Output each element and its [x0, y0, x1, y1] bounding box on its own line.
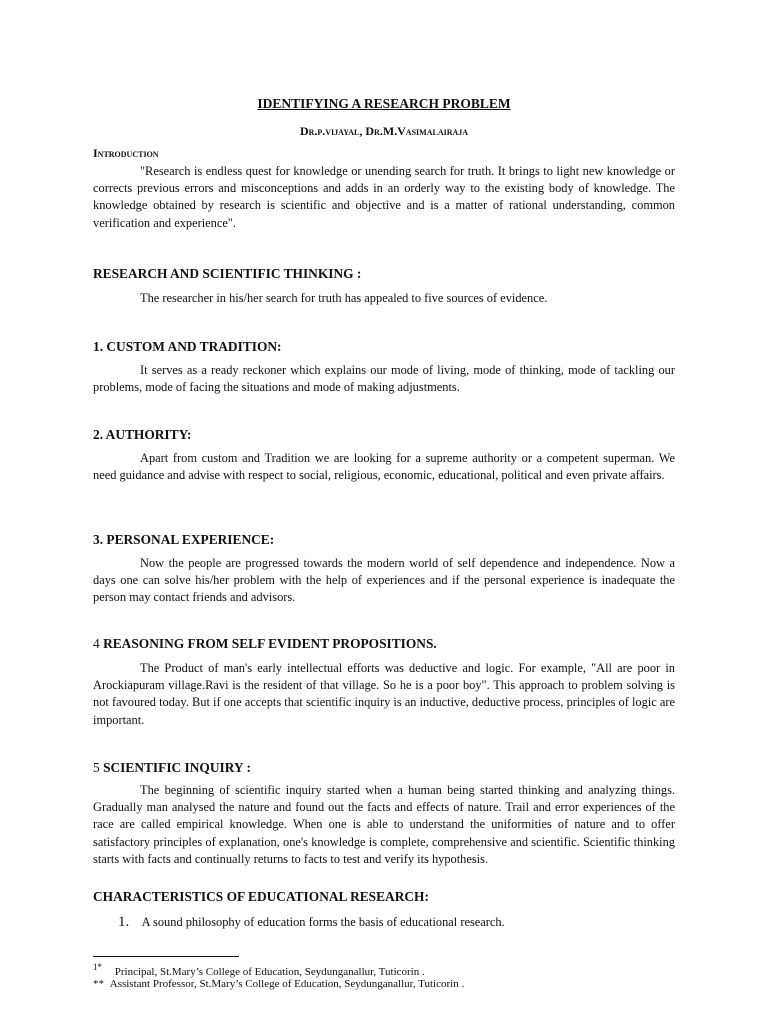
custom-tradition-heading: 1. CUSTOM AND TRADITION:: [93, 339, 282, 354]
reasoning-heading: [93, 636, 437, 652]
list-item-text: A sound philosophy of education forms the basis of educational research.: [141, 915, 505, 929]
authority-heading: 2. AUTHORITY:: [93, 427, 192, 442]
reasoning-heading-text: REASONING FROM SELF EVIDENT PROPOSITIONS.: [103, 636, 437, 651]
document-authors: Dr.p.vijayal, Dr.M.Vasimalairaja: [299, 124, 469, 138]
custom-tradition-paragraph: It serves as a ready reckoner which explains our mode of living, mode of thinking, mode of tackling our problems, mode of facing the situations and mode of making adjustments.: [93, 363, 675, 395]
scientific-inquiry-heading-number: 5: [93, 760, 100, 775]
scientific-inquiry-heading-text: SCIENTIFIC INQUIRY :: [103, 760, 251, 775]
reasoning-paragraph: The Product of man's early intellectual efforts was deductive and logic. For example, "All are poor in Arockiapuram village.Ravi is the resident of that village. So he is a poor boy". This approach to problem solving is not favoured today. But if one accepts that scientific inquiry is an inductive, deductive process, principles of logic are important.: [93, 661, 675, 727]
characteristics-heading: CHARACTERISTICS OF EDUCATIONAL RESEARCH:: [93, 889, 429, 904]
list-item: [118, 914, 505, 931]
list-item-number: 1.: [118, 914, 130, 930]
personal-experience-heading: 3. PERSONAL EXPERIENCE:: [93, 532, 275, 547]
personal-experience-paragraph: Now the people are progressed towards the modern world of self dependence and independence. Now a days one can solve his/her problem with the help of experiences and if the personal experience is inadequate the person may contact friends and advisors.: [93, 556, 675, 605]
footnote-principal: [93, 962, 425, 978]
research-thinking-paragraph: The researcher in his/her search for truth has appealed to five sources of evidence.: [140, 291, 548, 305]
document-title: IDENTIFYING A RESEARCH PROBLEM: [257, 96, 511, 111]
footnote-divider: [93, 956, 239, 957]
footnote-marker: 1*: [93, 962, 102, 972]
footnote-marker: **: [93, 978, 104, 990]
footnote-assistant-professor: [93, 978, 464, 990]
footnote-text: Assistant Professor, St.Mary’s College of Education, Seydunganallur, Tuticorin .: [109, 978, 465, 990]
introduction-paragraph: "Research is endless quest for knowledge or unending search for truth. It brings to light new knowledge or corrects previous errors and misconceptions and adds in an orderly way to the existing body of knowledge. The knowledge obtained by research is scientific and objective and is a matter of rational understanding, common verification and experience".: [93, 164, 675, 230]
scientific-inquiry-paragraph: The beginning of scientific inquiry started when a human being started thinking and analyzing things. Gradually man analysed the nature and found out the facts and effects of nature. Trail and error experiences of the race are called empirical knowledge. When one is able to understand the uniformities of nature and to offer satisfactory principles of explanation, one's knowledge is complete, comprehensive and scientific. Scientific thinking starts with facts and continually returns to facts to test and verify its hypothesis.: [93, 783, 675, 866]
scientific-inquiry-heading: [93, 760, 251, 776]
research-thinking-heading: RESEARCH AND SCIENTIFIC THINKING :: [93, 266, 362, 281]
authority-paragraph: Apart from custom and Tradition we are looking for a supreme authority or a competent superman. We need guidance and advise with respect to social, religious, economic, educational, political and even private affairs.: [93, 451, 675, 483]
introduction-heading: Introduction: [93, 146, 159, 160]
footnote-text: Principal, St.Mary’s College of Education, Seydunganallur, Tuticorin .: [114, 965, 425, 978]
reasoning-heading-number: 4: [93, 636, 100, 651]
